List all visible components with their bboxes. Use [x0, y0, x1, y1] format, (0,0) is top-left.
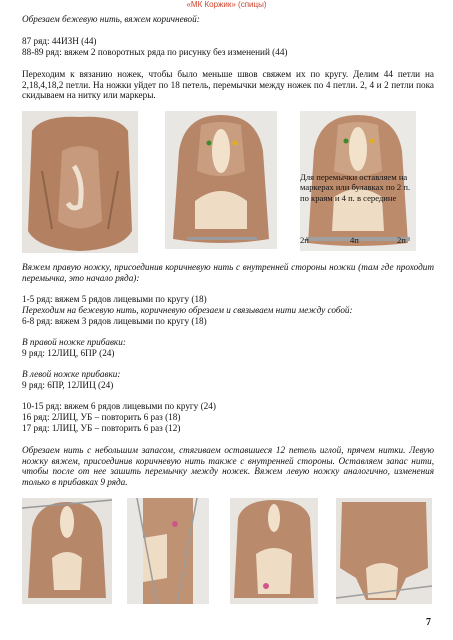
row-88-89: 88-89 ряд: вяжем 2 поворотных ряда по рисунку без изменений (44) [22, 47, 288, 57]
row-1-5: 1-5 ряд: вяжем 5 рядов лицевыми по кругу (18) [22, 294, 207, 304]
right-leg-intro: Вяжем правую ножку, присоединив коричневую нить с внутренней стороны ножки (там где проходит перемычка, это начало ряда): [22, 262, 434, 283]
row-6-8: 6-8 ряд: вяжем 3 рядов лицевыми по кругу (18) [22, 316, 207, 326]
section-heading: Обрезаем бежевую нить, вяжем коричневой: [22, 14, 200, 24]
photo-leg-1 [22, 498, 112, 604]
row-10-15: 10-15 ряд: вяжем 6 рядов лицевыми по кругу (24) [22, 401, 216, 411]
page-number: 7 [426, 617, 431, 628]
photo-leg-4 [336, 498, 432, 604]
photo-knit-front [165, 111, 277, 249]
markers-note: Для перемычки оставляем на маркерах или булавках по 2 п. по краям и 4 п. в середине [300, 172, 411, 203]
label-2p-left: 2п [300, 235, 309, 245]
photo-leg-2 [127, 498, 209, 604]
row-17: 17 ряд: 1ЛИЦ, УБ – повторить 6 раз (12) [22, 423, 181, 433]
right-increase-title: В правой ножке прибавки: [22, 337, 126, 347]
finishing-paragraph: Обрезаем нить с небольшим запасом, стягиваем оставшиеся 12 петель иглой, прячем нитки. Левую ножку вяжем, присоединив коричневую нить также с внутренней стороны. Оставляем запас нити, чтобы после от нее зашить перемычку между ножек. Вяжем левую ножку аналогично, изменения только в прибавках 9 ряда. [22, 445, 434, 487]
photo-knit-back [22, 111, 138, 253]
photo-knit-markers [300, 111, 416, 251]
page-header: «МК Коржик» (спицы) [186, 0, 267, 9]
right-increase-row: 9 ряд: 12ЛИЦ, 6ПР (24) [22, 348, 115, 358]
row-16: 16 ряд: 2ЛИЦ, УБ – повторить 6 раз (18) [22, 412, 181, 422]
legs-intro-paragraph: Переходим к вязанию ножек, чтобы было меньше швов свяжем их по кругу. Делим 44 петли на 2,18,4,18,2 петли. На ножки уйдет по 18 петель, перемычки между ножек по 4 петли. 2, 4 и 2 петли пока скидываем на нитку или маркеры. [22, 69, 434, 101]
label-4p-middle: 4п [350, 235, 359, 245]
left-increase-title: В левой ножке прибавки: [22, 369, 121, 379]
label-2p-right: 2п [397, 235, 406, 245]
row-87: 87 ряд: 44ИЗН (44) [22, 36, 97, 46]
switch-color-note: Переходим на бежевую нить, коричневую обрезаем и связываем нити между собой: [22, 305, 353, 315]
left-increase-row: 9 ряд: 6ПР, 12ЛИЦ (24) [22, 380, 114, 390]
photo-leg-3 [230, 498, 318, 604]
